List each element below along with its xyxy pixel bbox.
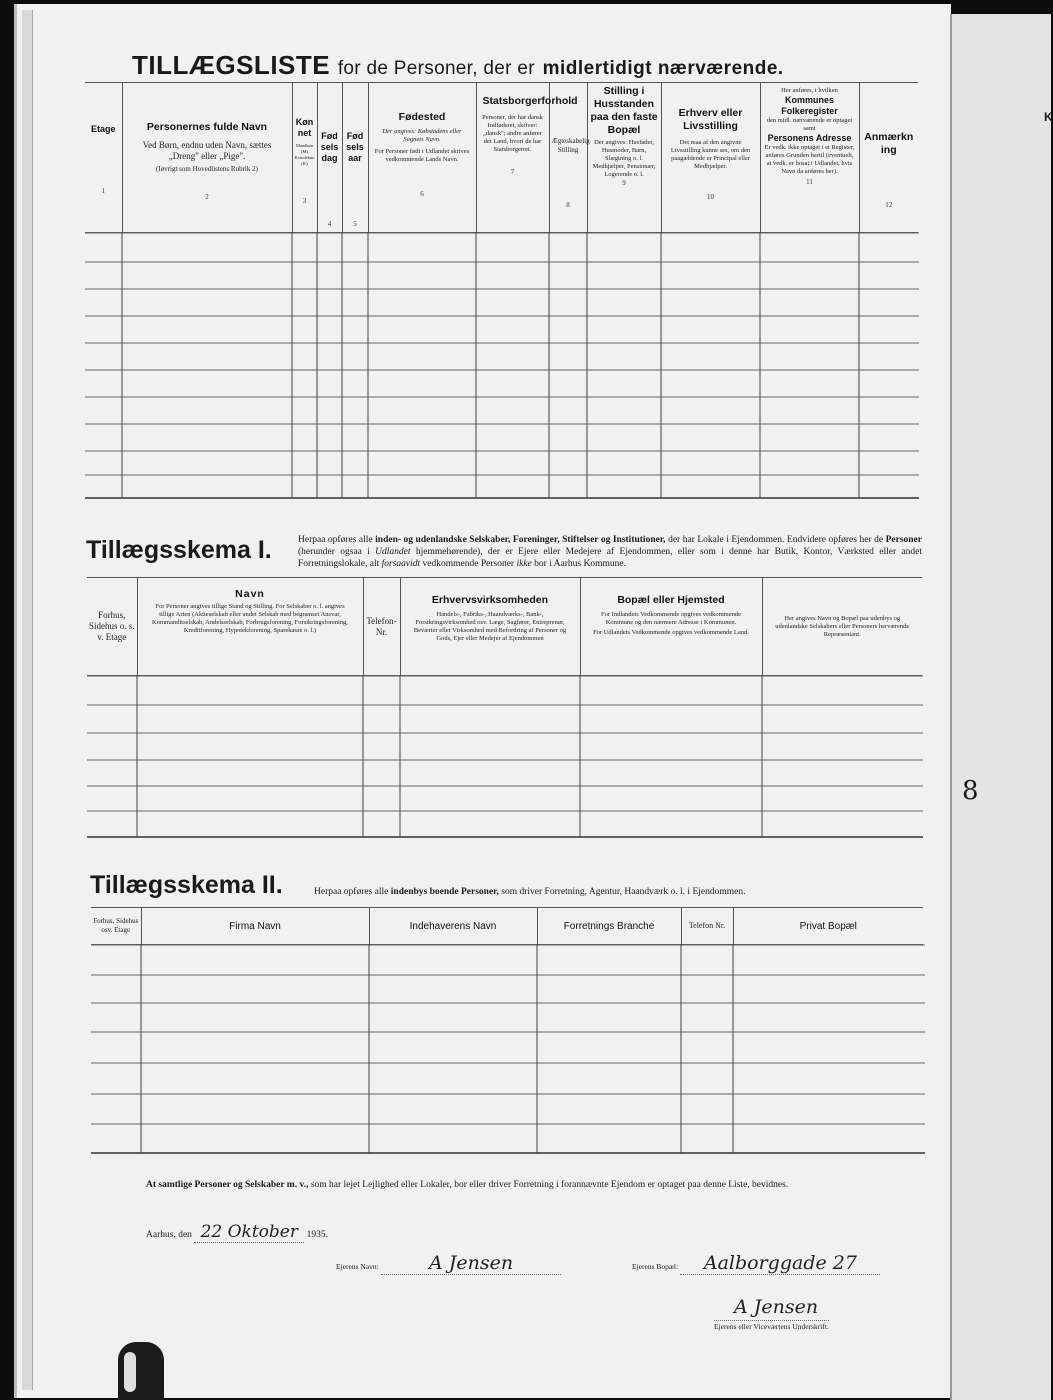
attestation-statement: At samtlige Personer og Selskaber m. v., som har lejet Lejlighed eller Lokaler, bor eller driver Forretning i forannævnte Ejendom er optaget paa denne Liste, bevidnes. [146, 1180, 789, 1190]
skema1-col-etage: Forhus, Sidehus o. s. v. Etage [87, 578, 137, 676]
date-handwritten: 22 Oktober [194, 1222, 304, 1243]
skema2-col-owner: Indehaverens Navn [369, 908, 537, 945]
list-header-row [85, 83, 918, 233]
main-title-part2: for de Personer, der er [337, 58, 535, 79]
signature-handwritten: A Jensen [734, 1296, 819, 1318]
owner-address-handwritten: Aalborggade 27 [680, 1252, 880, 1275]
skema2-table [91, 907, 923, 945]
list-col-remarks: Anmærkning 12 [859, 83, 918, 233]
skema1-body-grid [87, 675, 923, 841]
main-title [132, 50, 784, 81]
list-body-grid [85, 232, 919, 500]
skema1-col-residence: Bopæl eller Hjemsted For Indlandets Vedkommende opgives vedkommende Kommune og den nærmere Adresse i Kommunen. For Udlandets Vedkommende opgives vedkommende Land. [580, 578, 762, 676]
skema2-header-row [91, 908, 923, 945]
skema1-description: Herpaa opføres alle inden- og udenlandske Selskaber, Foreninger, Stiftelser og Institutioner, der har Lokale i Ejendommen. Endvidere opføres her de Personer (herunder ogsaa i Udlandet hjemmehørende), der er Ejere eller Medejere af Ejendommen, eller som i denne har Butik, Kontor, Værksted eller andet Forretningslokale, alt forsaavidt vedkommende Personer ikke bor i Aarhus Kommune. [298, 535, 923, 569]
skema1-col-business: Erhvervsvirksomheden Handels-, Fabriks-, Haandværks-, Bank-, Forsikringsvirksomhed osv. Læge, Sagfører, Entreprenør, Beværter eller Virksomhed med Befordring af Personer og Gods, Ejer eller Medejer af Ejendommen [400, 578, 580, 676]
skema2-col-private-address: Privat Bopæl [733, 908, 923, 945]
skema1-col-name: Navn For Personer angives tillige Stand og Stilling. For Selskaber o. l. angives tillige Arten (Aktieselskab eller andet Selskab med begrænset Ansvar, Kommanditselskab, Andelsselskab, Forbrugsforening, Forsikringsforening, Kreditforening, Hypotekforening, Sparekasse o. l.) [137, 578, 363, 676]
list-col-birthday: Fødselsdag 4 [317, 83, 342, 233]
list-col-birthyear: Fødselsaar 5 [342, 83, 368, 233]
skema2-col-phone: Telefon Nr. [681, 908, 733, 945]
list-col-name: Personernes fulde Navn Ved Børn, endnu uden Navn, sættes „Dreng" eller „Pige". (Iøvrigt som Hovedlistens Rubrik 2) 2 [122, 83, 292, 233]
list-col-etage: Etage 1 [85, 83, 122, 233]
main-title-part1: TILLÆGSLISTE [132, 50, 331, 80]
owner-name-line: Ejerens Navn: A Jensen [336, 1252, 561, 1275]
skema1-title: Tillægsskema I. [86, 536, 272, 564]
facing-page-mark: 8 [962, 776, 979, 806]
skema2-col-firm: Firma Navn [141, 908, 369, 945]
main-title-part3: midlertidigt nærværende. [542, 58, 784, 79]
skema2-body-grid [91, 944, 925, 1156]
owner-address-line: Ejerens Bopæl: Aalborggade 27 [632, 1252, 880, 1275]
page-stack-edge [22, 10, 33, 1390]
list-col-household: Stilling i Husstanden paa den faste Bopæl Der angives: Husfader, Husmoder, Barn, Slægtning o. l. Medhjælper, Pensionær, Logerende o. l. 9 [587, 83, 661, 233]
signature-label: Ejerens eller Viceværtens Underskrift. [714, 1322, 829, 1331]
list-col-marital: Ægteskabelig Stilling 8 [549, 83, 587, 233]
skema2-col-etage: Forhus, Sidehus osv. Etage [91, 908, 141, 945]
skema2-col-branch: Forretnings Branche [537, 908, 681, 945]
list-col-gender: Kønnet Mandkøn (M) Kvindekøn (K) 3 [292, 83, 317, 233]
list-col-occupation: Erhverv eller Livsstilling Det maa af den angivne Livsstilling kunne ses, om den paagældende er Principal eller Medhjælper. 10 [661, 83, 760, 233]
skema1-col-phone: Telefon-Nr. [363, 578, 400, 676]
skema1-table [87, 577, 922, 676]
person-list-table [85, 82, 918, 233]
facing-page-letter: K [1044, 110, 1053, 124]
list-col-birthplace: Fødested Der angives: Købstadens eller Sognets Navn. For Personer født i Udlandet skrives vedkommende Lands Navn. 6 [368, 83, 476, 233]
owner-name-handwritten: A Jensen [381, 1252, 561, 1275]
skema2-title: Tillægsskema II. [90, 871, 283, 899]
list-col-address: Her anføres, i hvilken Kommunes Folkeregister den midl. nærværende er optaget samt Personens Adresse Er vedk. ikke optaget i et Register, anføres Grunden hertil (eventuelt, at vedk. er bosat i Udlandet, hvis Navn da anføres her). 11 [760, 83, 859, 233]
list-col-citizenship: Statsborgerforhold Personer, der har dansk Indfødsret, skriver: „dansk"; andre anfører det Land, hvori de har Statsborgerret. 7 [476, 83, 549, 233]
date-line: Aarhus, den 22 Oktober 1935. [146, 1222, 329, 1242]
skema1-col-representative: Her angives Navn og Bopæl paa udenbys og udenlandske Selskabers eller Personers herværende Repræsentant. [762, 578, 922, 676]
facing-page [950, 14, 1051, 1400]
skema1-header-row [87, 578, 922, 676]
binding-tab-highlight [124, 1352, 136, 1392]
skema2-description: Herpaa opføres alle indenbys boende Personer, som driver Forretning, Agentur, Haandværk o. l. i Ejendommen. [314, 887, 746, 897]
